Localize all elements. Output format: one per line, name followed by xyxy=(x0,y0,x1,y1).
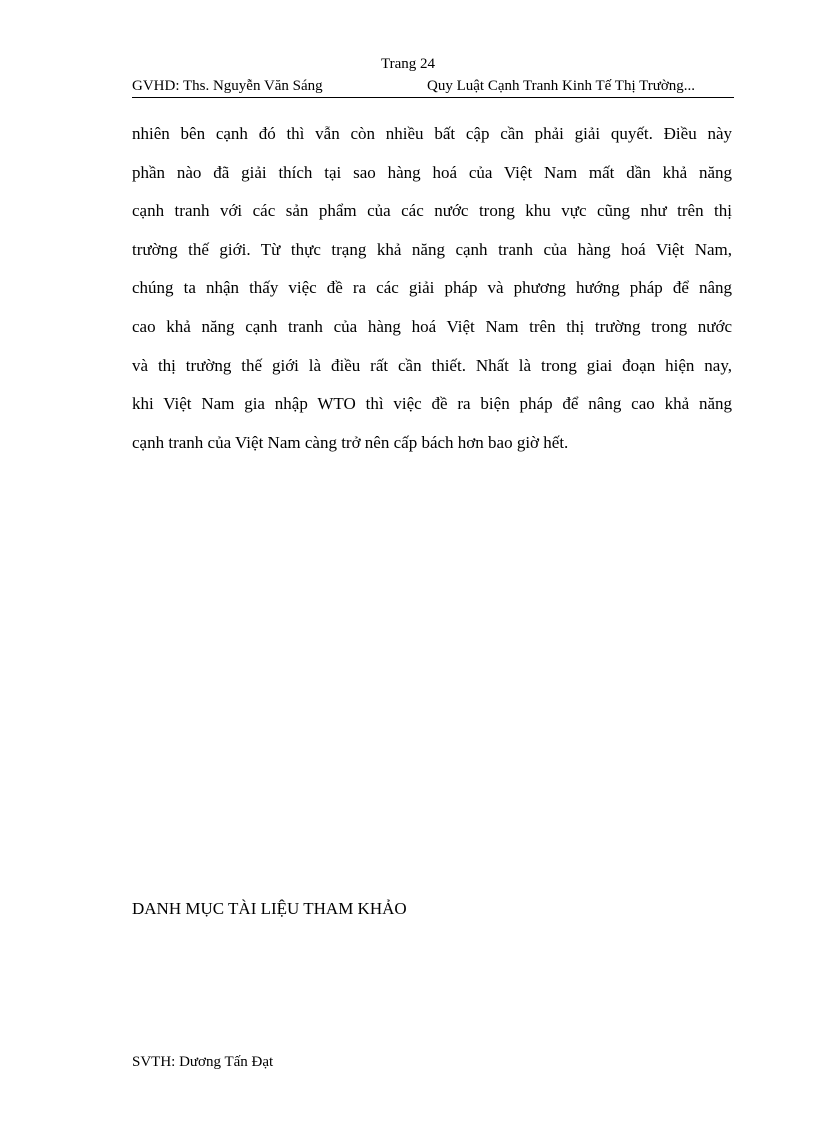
references-heading: DANH MỤC TÀI LIỆU THAM KHẢO xyxy=(132,899,407,918)
paragraph-line: cạnh tranh với các sản phẩm của các nước trong khu vực cũng như trên thị xyxy=(132,201,732,221)
paragraph-line: khi Việt Nam gia nhập WTO thì việc đề ra biện pháp để nâng cao khả năng xyxy=(132,394,732,414)
body-paragraph xyxy=(132,115,732,462)
page-number: Trang 24 xyxy=(380,56,436,72)
paragraph-line: chúng ta nhận thấy việc đề ra các giải pháp và phương hướng pháp để nâng xyxy=(132,278,732,298)
header-instructor: GVHD: Ths. Nguyễn Văn Sáng xyxy=(132,78,323,94)
paragraph-line: trường thế giới. Từ thực trạng khả năng cạnh tranh của hàng hoá Việt Nam, xyxy=(132,239,732,259)
paragraph-line: và thị trường thế giới là điều rất cần thiết. Nhất là trong giai đoạn hiện nay, xyxy=(132,355,732,375)
paragraph-line: phần nào đã giải thích tại sao hàng hoá của Việt Nam mất dần khả năng xyxy=(132,162,732,182)
header-divider xyxy=(132,97,734,98)
paragraph-line: cạnh tranh của Việt Nam càng trở nên cấp bách hơn bao giờ hết. xyxy=(132,432,569,452)
header-document-title: Quy Luật Cạnh Tranh Kinh Tế Thị Trường... xyxy=(427,78,696,94)
paragraph-line: cao khả năng cạnh tranh của hàng hoá Việt Nam trên thị trường trong nước xyxy=(132,316,732,336)
paragraph-line: nhiên bên cạnh đó thì vẫn còn nhiều bất cập cần phải giải quyết. Điều này xyxy=(132,124,732,143)
page-footer-student: SVTH: Dương Tấn Đạt xyxy=(132,1054,274,1070)
page-header xyxy=(132,76,734,96)
